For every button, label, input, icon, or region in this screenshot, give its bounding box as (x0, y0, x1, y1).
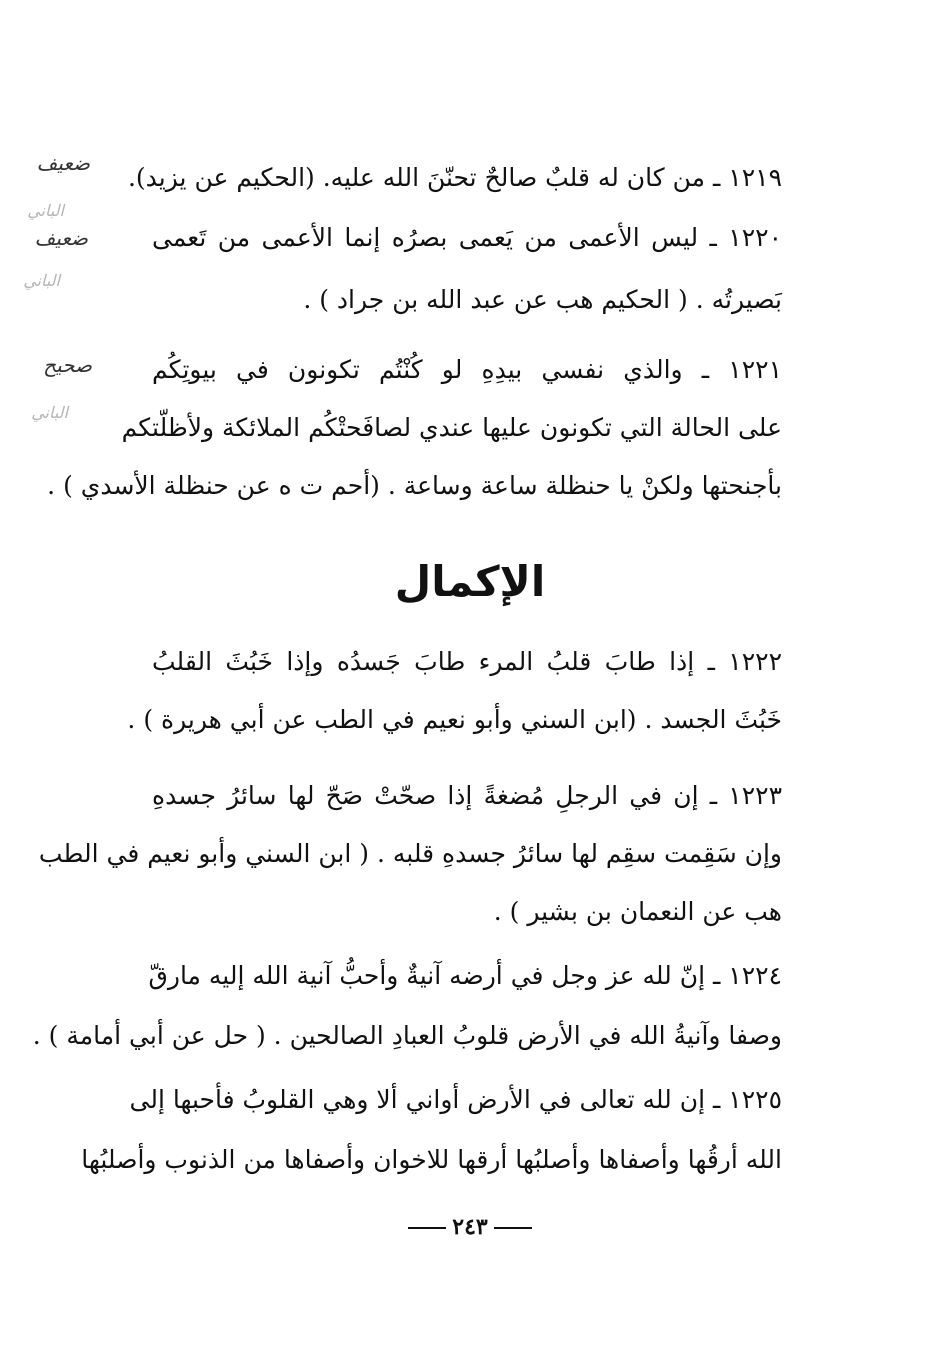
hadith-1221-line-3: بأجنحتها ولكنْ يا حنظلة ساعة وساعة . (أحم ت ه عن حنظلة الأسدي ) . (47, 471, 782, 500)
hadith-1219-line-1: ١٢١٩ ـ من كان له قلبٌ صالحٌ تحنّنَ الله عليه. (الحكيم عن يزيد). (127, 163, 782, 192)
hadith-1224-line-2: وصفا وآنيةُ الله في الأرض قلوبُ العبادِ الصالحين . ( حل عن أبي أمامة ) . (32, 1021, 782, 1050)
section-heading: الإكمال (394, 557, 546, 606)
margin-note-grade-1: ضعيف (36, 151, 90, 175)
margin-note-source-3: الباني (31, 403, 68, 422)
margin-note-source-2: الباني (23, 271, 60, 290)
hadith-1225-line-1: ١٢٢٥ ـ إن لله تعالى في الأرض أواني ألا وهي القلوبُ فأحبها إلى (129, 1085, 782, 1114)
margin-note-grade-2: ضعيف (34, 226, 88, 250)
footer-dash-left (494, 1227, 532, 1229)
margin-note-grade-3: صحيح (43, 353, 92, 377)
hadith-1222-line-1: ١٢٢٢ ـ إذا طابَ قلبُ المرء طابَ جَسدُه وإذا خَبُثَ القلبُ (152, 647, 782, 676)
hadith-1224-line-1: ١٢٢٤ ـ إنّ لله عز وجل في أرضه آنيةٌ وأحبُّ آنية الله إليه مارقّ (148, 961, 782, 990)
footer-dash-right (408, 1227, 446, 1229)
hadith-1225-line-2: الله أرقُها وأصفاها وأصلبُها أرقها للاخوان وأصفاها من الذنوب وأصلبُها (81, 1145, 782, 1174)
hadith-1221-line-2: على الحالة التي تكونون عليها عندي لصافَحتْكُم الملائكة ولأظلّتكم (121, 413, 782, 442)
margin-note-source-1: الباني (27, 201, 64, 220)
page-number (0, 1212, 940, 1242)
hadith-1223-line-1: ١٢٢٣ ـ إن في الرجلِ مُضغةً إذا صحّتْ صَحّ لها سائرُ جسدهِ (152, 781, 782, 810)
hadith-1223-line-2: وإن سَقِمت سقِم لها سائرُ جسدهِ قلبه . ( ابن السني وأبو نعيم في الطب (38, 839, 782, 868)
hadith-1222-line-2: خَبُثَ الجسد . (ابن السني وأبو نعيم في الطب عن أبي هريرة ) . (127, 705, 782, 734)
hadith-1223-line-3: هب عن النعمان بن بشير ) . (493, 897, 782, 926)
hadith-1221-line-1: ١٢٢١ ـ والذي نفسي بيدِهِ لو كُنْتُم تكونون في بيوتِكُم (152, 355, 782, 384)
page-number-text: ٢٤٣ (452, 1214, 488, 1240)
hadith-1220-line-1: ١٢٢٠ ـ ليس الأعمى من يَعمى بصرُه إنما الأعمى من تَعمى (152, 223, 782, 252)
hadith-1220-line-2: بَصيرتُه . ( الحكيم هب عن عبد الله بن جراد ) . (303, 285, 782, 314)
